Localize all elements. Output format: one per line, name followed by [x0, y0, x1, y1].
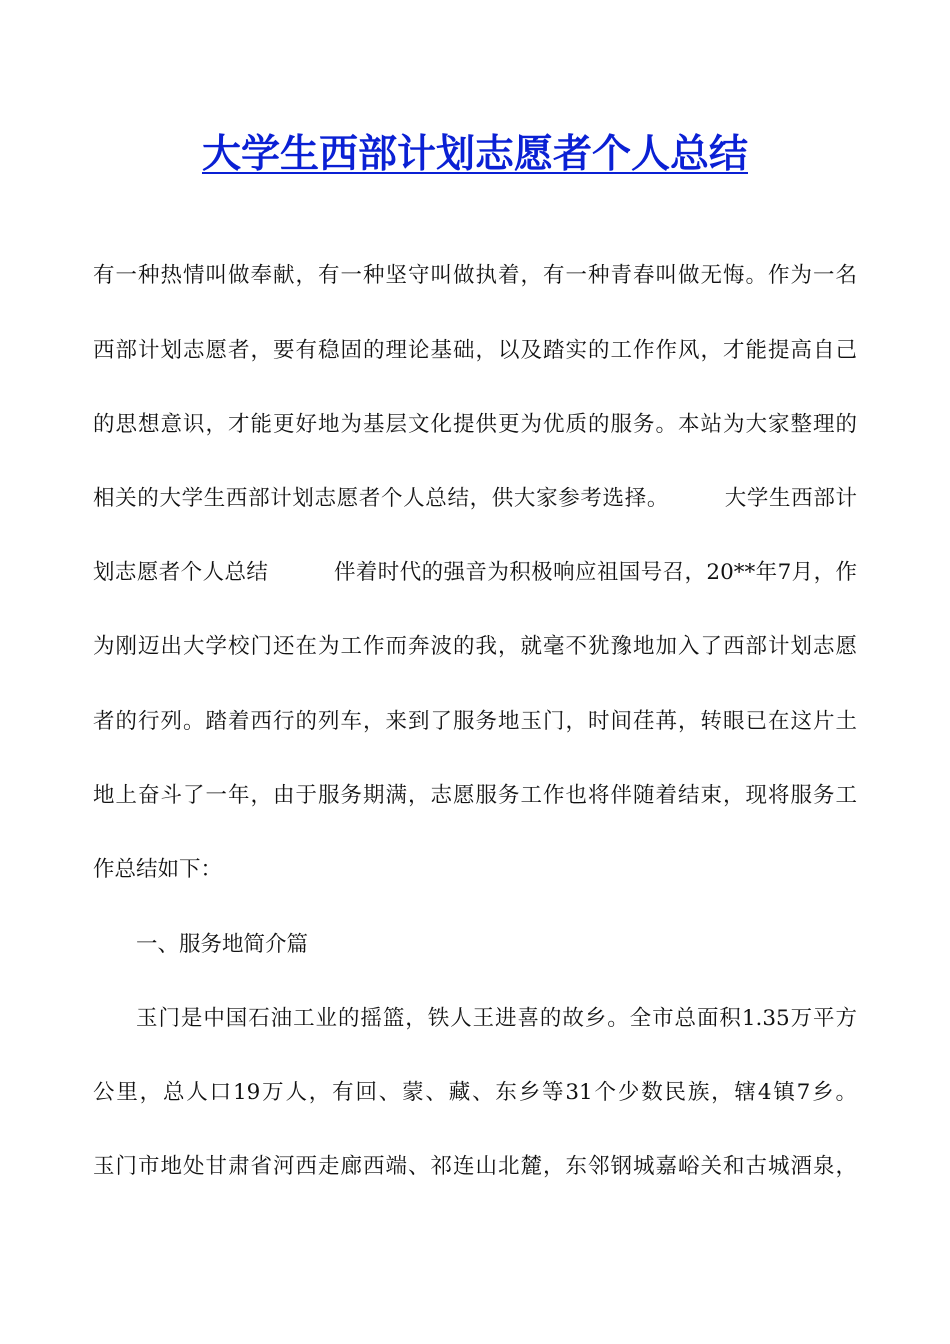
section-heading: 一、服务地简介篇 [136, 932, 309, 957]
document-title: 大学生西部计划志愿者个人总结 [201, 131, 748, 177]
body-line-11: 玉门是中国石油工业的摇篮，铁人王进喜的故乡。全市总面积1.35万平方 [136, 1006, 857, 1031]
body-line-13: 玉门市地处甘肃省河西走廊西端、祁连山北麓，东邻钢城嘉峪关和古城酒泉， [93, 1154, 857, 1179]
body-line-2: 西部计划志愿者，要有稳固的理论基础，以及踏实的工作作风，才能提高自己 [93, 338, 857, 363]
body-line-7: 者的行列。踏着西行的列车，来到了服务地玉门，时间荏苒，转眼已在这片土 [93, 709, 857, 734]
body-line-5: 划志愿者个人总结 伴着时代的强音为积极响应祖国号召，20**年7月，作 [93, 560, 857, 585]
body-line-4: 相关的大学生西部计划志愿者个人总结，供大家参考选择。 大学生西部计 [93, 486, 857, 511]
body-line-6: 为刚迈出大学校门还在为工作而奔波的我，就毫不犹豫地加入了西部计划志愿 [93, 634, 857, 659]
body-line-9: 作总结如下： [93, 857, 223, 882]
body-line-3: 的思想意识，才能更好地为基层文化提供更为优质的服务。本站为大家整理的 [93, 412, 857, 437]
body-line-8: 地上奋斗了一年，由于服务期满，志愿服务工作也将伴随着结束，现将服务工 [93, 783, 857, 808]
body-line-12: 公里，总人口19万人，有回、蒙、藏、东乡等31个少数民族，辖4镇7乡。 [93, 1080, 857, 1105]
body-line-1: 有一种热情叫做奉献，有一种坚守叫做执着，有一种青春叫做无悔。作为一名 [93, 263, 857, 288]
